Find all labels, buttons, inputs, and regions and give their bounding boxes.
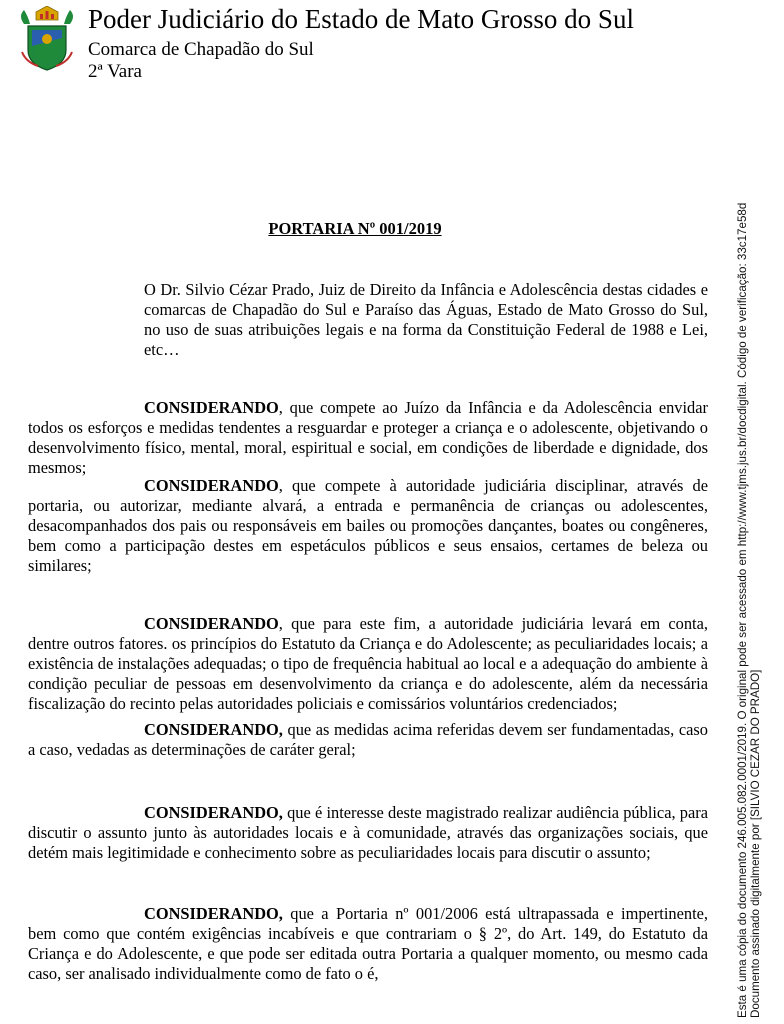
paragraph-text: , que compete ao Juízo da Infância e da Adolescência envidar todos os esforços e medidas tendentes a resguardar e proteger a criança e o adolescente, objetivando o desenvolvimento físico, mental, moral, espiritual e social, em condições de liberdade e dignidade, dos mesmos; xyxy=(28,398,708,477)
signature-line: Documento assinado digitalmente por [SILVIO CEZAR DO PRADO] xyxy=(749,669,762,1018)
paragraph-text: que as medidas acima referidas devem ser fundamentadas, caso a caso, vedadas as determinações de caráter geral; xyxy=(28,720,708,759)
document-body xyxy=(28,280,708,983)
paragraph-text: , que para este fim, a autoridade judiciária levará em conta, dentre outros fatores. os princípios do Estatuto da Criança e do Adolescente; as peculiaridades locais; a existência de instalações adequadas; o tipo de frequência habitual ao local e a adequação do ambiente à condição peculiar de pessoas em desenvolvimento da criança e do adolescente, além da necessária fiscalização do recinto pelas autoridades policiais e comissários voluntários credenciados; xyxy=(28,614,708,713)
considerando-keyword: CONSIDERANDO xyxy=(144,398,279,417)
considerando-paragraph xyxy=(28,614,708,714)
vara-name: 2ª Vara xyxy=(88,61,142,82)
verification-side-note xyxy=(736,8,762,1018)
considerando-paragraph xyxy=(28,398,708,478)
considerando-keyword: CONSIDERANDO, xyxy=(144,904,283,923)
considerando-keyword: CONSIDERANDO, xyxy=(144,720,283,739)
court-name: Poder Judiciário do Estado de Mato Grosso do Sul xyxy=(88,4,634,34)
court-seal-icon xyxy=(18,6,76,72)
comarca-name: Comarca de Chapadão do Sul xyxy=(88,39,314,60)
paragraph-text: , que compete à autoridade judiciária disciplinar, através de portaria, ou autorizar, mediante alvará, a entrada e permanência de crianças ou adolescentes, desacompanhados dos pais ou responsáveis em bailes ou promoções dançantes, boates ou congêneres, bem como a participação destes em espetáculos públicos e seus ensaios, certames de beleza ou similares; xyxy=(28,476,708,575)
considerando-keyword: CONSIDERANDO, xyxy=(144,803,283,822)
considerando-paragraph xyxy=(28,476,708,576)
intro-paragraph: O Dr. Silvio Cézar Prado, Juiz de Direito da Infância e Adolescência destas cidades e comarcas de Chapadão do Sul e Paraíso das Águas, Estado de Mato Grosso do Sul, no uso de suas atribuições legais e na forma da Constituição Federal de 1988 e Lei, etc… xyxy=(144,280,708,359)
considerando-keyword: CONSIDERANDO xyxy=(144,614,279,633)
paragraph-text: que a Portaria nº 001/2006 está ultrapassada e impertinente, bem como que contém exigências incabíveis e que contrariam o § 2º, do Art. 149, do Estatuto da Criança e do Adolescente, e que pode ser editada outra Portaria a qualquer momento, ou mesmo cada caso, ser analisado individualmente como de fato o é, xyxy=(28,904,708,983)
considerando-paragraph xyxy=(28,803,708,863)
considerando-paragraph xyxy=(28,720,708,760)
paragraph-text: que é interesse deste magistrado realizar audiência pública, para discutir o assunto junto às autoridades locais e à comunidade, através das organizações sociais, que detém mais legitimidade e conhecimento sobre as peculiaridades locais para discutir o assunto; xyxy=(28,803,708,862)
document-title: PORTARIA Nº 001/2019 xyxy=(268,219,442,238)
verification-line: Esta é uma cópia do documento 246.005.082.0001/2019. O original pode ser acessado em http://www.tjms.jus.br/docdigital. Código de verificação: 33c17e58d xyxy=(736,202,749,1018)
considerando-paragraph xyxy=(28,904,708,984)
considerando-keyword: CONSIDERANDO xyxy=(144,476,279,495)
